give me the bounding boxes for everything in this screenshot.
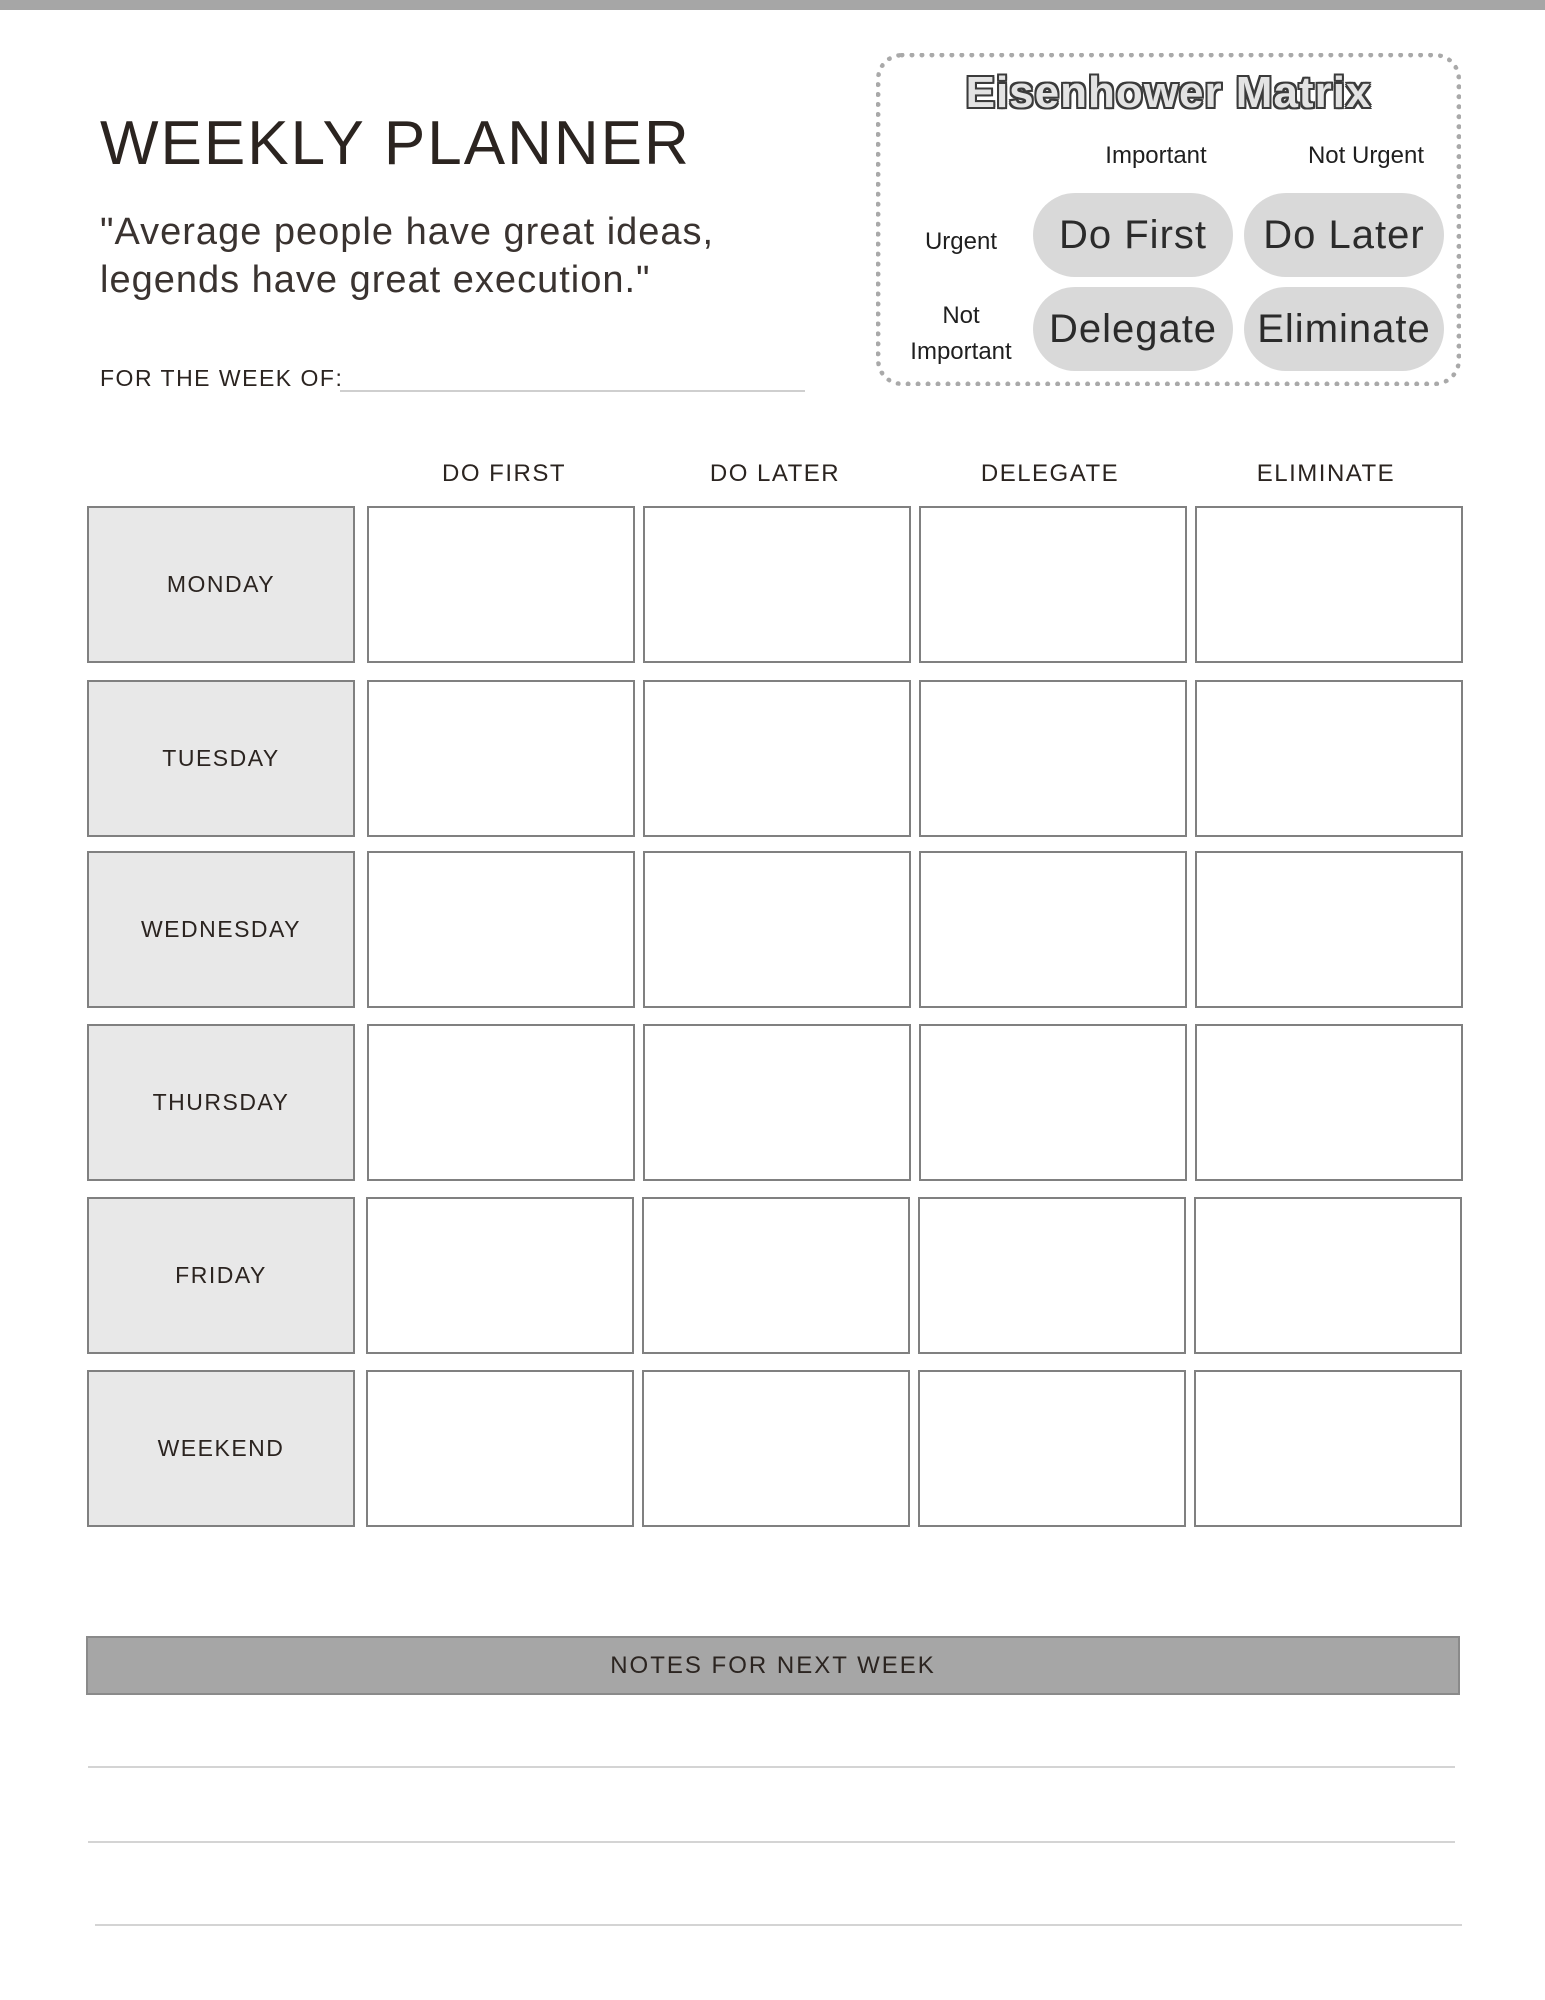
quote: "Average people have great ideas, legends have great execution." bbox=[100, 211, 715, 301]
planner-cell-friday-eliminate[interactable] bbox=[1194, 1197, 1462, 1354]
matrix-row-label-not-important: Not Important bbox=[910, 302, 1012, 365]
day-label-thursday: THURSDAY bbox=[87, 1024, 355, 1181]
day-label-weekend: WEEKEND bbox=[87, 1370, 355, 1527]
column-header-delegate: DELEGATE bbox=[980, 460, 1120, 487]
day-label-wednesday: WEDNESDAY bbox=[87, 851, 355, 1008]
matrix-cell-do-later: Do Later bbox=[1244, 193, 1444, 277]
planner-cell-wednesday-eliminate[interactable] bbox=[1195, 851, 1463, 1008]
planner-cell-weekend-delegate[interactable] bbox=[918, 1370, 1186, 1527]
planner-cell-tuesday-eliminate[interactable] bbox=[1195, 680, 1463, 837]
note-line[interactable] bbox=[88, 1841, 1455, 1843]
planner-cell-monday-do-later[interactable] bbox=[643, 506, 911, 663]
column-header-eliminate: ELIMINATE bbox=[1256, 460, 1396, 487]
planner-cell-weekend-do-first[interactable] bbox=[366, 1370, 634, 1527]
planner-cell-wednesday-do-later[interactable] bbox=[643, 851, 911, 1008]
column-header-do-first: DO FIRST bbox=[442, 460, 566, 487]
matrix-title: Eisenhower Matrix bbox=[965, 68, 1372, 117]
matrix-col-label-not-urgent: Not Urgent bbox=[1307, 142, 1425, 169]
matrix-cell-do-first: Do First bbox=[1033, 193, 1233, 277]
planner-cell-monday-do-first[interactable] bbox=[367, 506, 635, 663]
week-of-label: FOR THE WEEK OF: bbox=[100, 365, 344, 391]
matrix-col-label-important: Important bbox=[1105, 142, 1207, 169]
planner-cell-tuesday-delegate[interactable] bbox=[919, 680, 1187, 837]
planner-cell-weekend-do-later[interactable] bbox=[642, 1370, 910, 1527]
planner-cell-thursday-eliminate[interactable] bbox=[1195, 1024, 1463, 1181]
planner-cell-monday-delegate[interactable] bbox=[919, 506, 1187, 663]
matrix-cell-delegate: Delegate bbox=[1033, 287, 1233, 371]
page-title: WEEKLY PLANNER bbox=[100, 109, 691, 178]
notes-header: NOTES FOR NEXT WEEK bbox=[86, 1636, 1460, 1695]
column-header-do-later: DO LATER bbox=[709, 460, 841, 487]
planner-cell-tuesday-do-first[interactable] bbox=[367, 680, 635, 837]
planner-cell-monday-eliminate[interactable] bbox=[1195, 506, 1463, 663]
note-line[interactable] bbox=[95, 1924, 1462, 1926]
planner-cell-wednesday-do-first[interactable] bbox=[367, 851, 635, 1008]
planner-cell-thursday-delegate[interactable] bbox=[919, 1024, 1187, 1181]
planner-cell-thursday-do-first[interactable] bbox=[367, 1024, 635, 1181]
planner-cell-wednesday-delegate[interactable] bbox=[919, 851, 1187, 1008]
week-of-field[interactable] bbox=[340, 390, 805, 392]
note-line[interactable] bbox=[88, 1766, 1455, 1768]
planner-cell-friday-do-first[interactable] bbox=[366, 1197, 634, 1354]
top-bar bbox=[0, 0, 1545, 10]
day-label-friday: FRIDAY bbox=[87, 1197, 355, 1354]
planner-cell-thursday-do-later[interactable] bbox=[643, 1024, 911, 1181]
matrix-row-label-urgent: Urgent bbox=[924, 228, 998, 255]
planner-cell-friday-delegate[interactable] bbox=[918, 1197, 1186, 1354]
day-label-tuesday: TUESDAY bbox=[87, 680, 355, 837]
planner-cell-weekend-eliminate[interactable] bbox=[1194, 1370, 1462, 1527]
matrix-cell-eliminate: Eliminate bbox=[1244, 287, 1444, 371]
planner-cell-tuesday-do-later[interactable] bbox=[643, 680, 911, 837]
eisenhower-matrix bbox=[876, 53, 1461, 386]
day-label-monday: MONDAY bbox=[87, 506, 355, 663]
planner-cell-friday-do-later[interactable] bbox=[642, 1197, 910, 1354]
